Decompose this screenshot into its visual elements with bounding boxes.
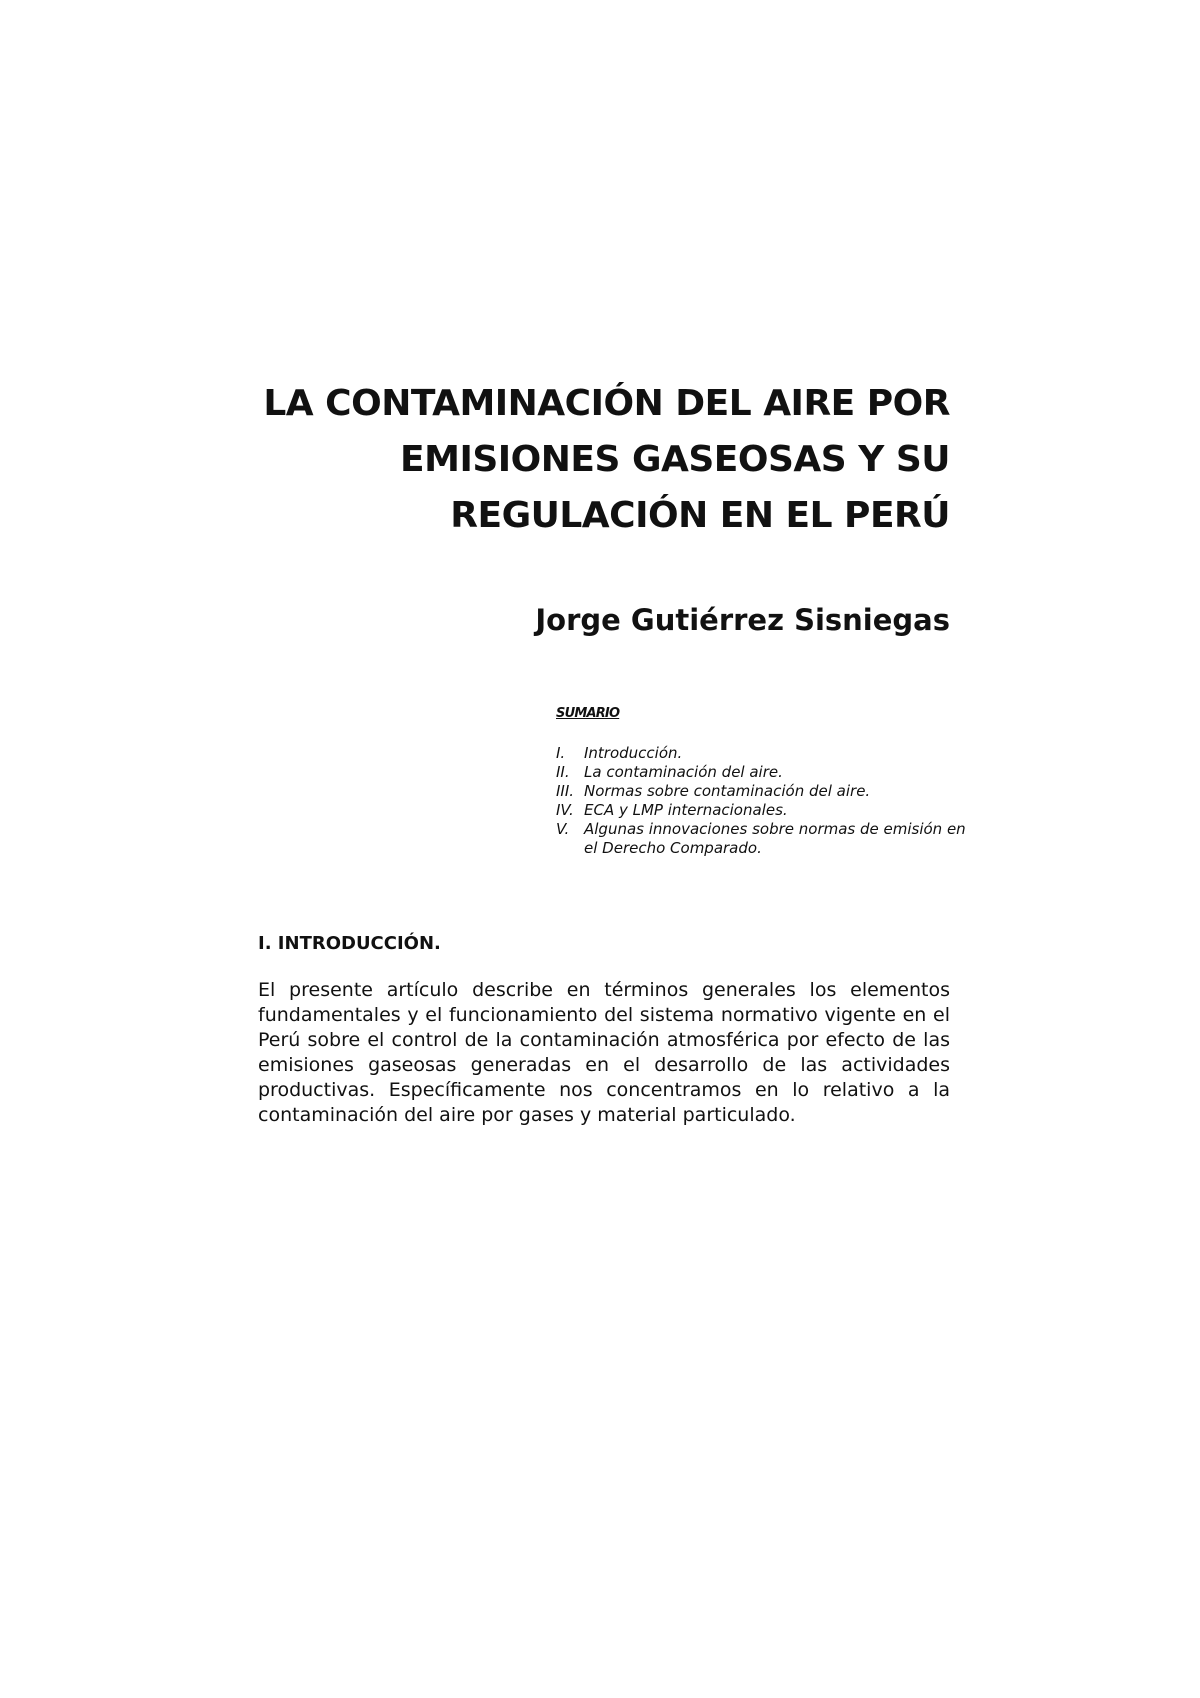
sumario-item	[556, 801, 976, 820]
sumario-item-text: ECA y LMP internacionales.	[584, 801, 788, 819]
sumario-item-number: I.	[556, 744, 566, 762]
sumario-item	[556, 820, 976, 858]
sumario-item-number: II.	[556, 763, 570, 781]
sumario-list	[556, 744, 976, 858]
sumario-heading: SUMARIO	[556, 706, 620, 721]
article-title	[230, 376, 950, 544]
article-title-line: REGULACIÓN EN EL PERÚ	[450, 495, 950, 536]
sumario-item-number: IV.	[556, 801, 574, 819]
sumario-item-text: Normas sobre contaminación del aire.	[584, 782, 871, 800]
article-title-line: EMISIONES GASEOSAS Y SU	[400, 439, 950, 480]
sumario-item-text: Introducción.	[584, 744, 683, 762]
article-author: Jorge Gutiérrez Sisniegas	[535, 603, 950, 637]
sumario-item-text: Algunas innovaciones sobre normas de emisión en el Derecho Comparado.	[584, 820, 966, 857]
sumario-item	[556, 763, 976, 782]
section-heading: I. INTRODUCCIÓN.	[258, 933, 441, 954]
sumario-item-number: III.	[556, 782, 575, 800]
sumario-item	[556, 744, 976, 763]
article-title-line: LA CONTAMINACIÓN DEL AIRE POR	[263, 383, 950, 424]
sumario-item-number: V.	[556, 820, 570, 838]
body-paragraph: El presente artículo describe en términos generales los elementos fundamentales y el funcionamiento del sistema normativo vigente en el Perú sobre el control de la contaminación atmosférica por efecto de las emisiones gaseosas generadas en el desarrollo de las actividades productivas. Específicamente nos concentramos en lo relativo a la contaminación del aire por gases y material particulado.	[258, 979, 950, 1126]
sumario-item-text: La contaminación del aire.	[584, 763, 783, 781]
sumario-item	[556, 782, 976, 801]
